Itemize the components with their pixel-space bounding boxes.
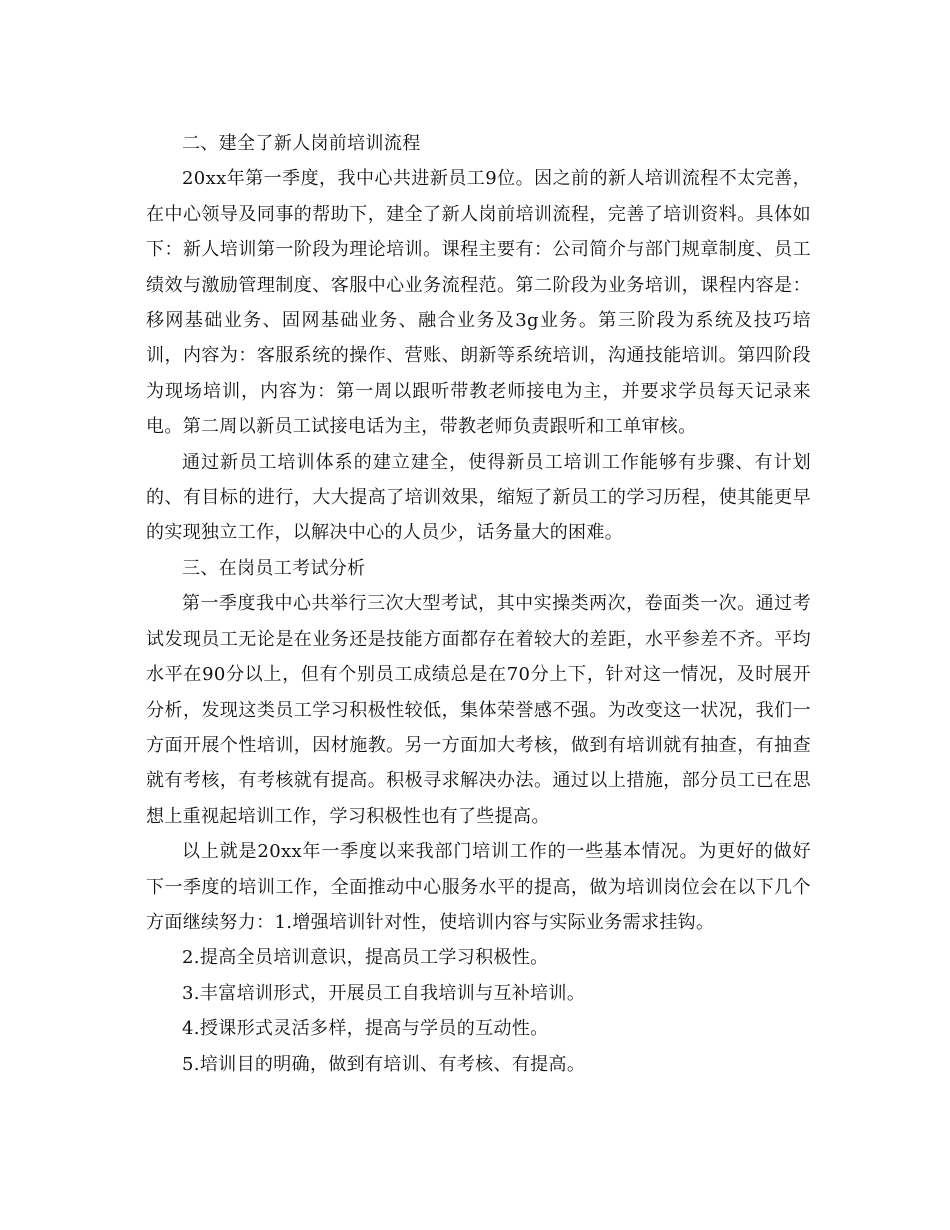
document-body <box>146 126 811 1082</box>
paragraph-summary-next-steps: 以上就是20xx年一季度以来我部门培训工作的一些基本情况。为更好的做好下一季度的培训工作，全面推动中心服务水平的提高，做为培训岗位会在以下几个方面继续努力：1.增强培训针对性，使培训内容与实际业务需求挂钩。 <box>146 841 811 933</box>
list-item-4: 4.授课形式灵活多样，提高与学员的互动性。 <box>182 1018 549 1040</box>
section-heading-exam-analysis: 三、在岗员工考试分析 <box>182 557 366 579</box>
paragraph-new-hire-process: 20xx年第一季度，我中心共进新员工9位。因之前的新人培训流程不太完善，在中心领导及同事的帮助下，建全了新人岗前培训流程，完善了培训资料。具体如下：新人培训第一阶段为理论培训。课程主要有：公司简介与部门规章制度、员工绩效与激励管理制度、客服中心业务流程范。第二阶段为业务培训，课程内容是：移网基础业务、固网基础业务、融合业务及3g业务。第三阶段为系统及技巧培训，内容为：客服系统的操作、营账、朗新等系统培训，沟通技能培训。第四阶段为现场培训，内容为：第一周以跟听带教老师接电为主，并要求学员每天记录来电。第二周以新员工试接电话为主，带教老师负责跟听和工单审核。 <box>146 168 811 438</box>
list-item-2: 2.提高全员培训意识，提高员工学习积极性。 <box>182 947 549 969</box>
paragraph-training-system-results: 通过新员工培训体系的建立建全，使得新员工培训工作能够有步骤、有计划的、有目标的进行，大大提高了培训效果，缩短了新员工的学习历程，使其能更早的实现独立工作，以解决中心的人员少，话务量大的困难。 <box>146 451 811 544</box>
paragraph-exam-analysis: 第一季度我中心共举行三次大型考试，其中实操类两次，卷面类一次。通过考试发现员工无论是在业务还是技能方面都存在着较大的差距，水平参差不齐。平均水平在90分以上，但有个别员工成绩总是在70分上下，针对这一情况，及时展开分析，发现这类员工学习积极性较低，集体荣誉感不强。为改变这一状况，我们一方面开展个性培训，因材施教。另一方面加大考核，做到有培训就有抽查，有抽查就有考核，有考核就有提高。积极寻求解决办法。通过以上措施，部分员工已在思想上重视起培训工作，学习积极性也有了些提高。 <box>146 593 811 827</box>
list-item-3: 3.丰富培训形式，开展员工自我培训与互补培训。 <box>182 982 586 1004</box>
section-heading-new-hire-training: 二、建全了新人岗前培训流程 <box>182 133 421 154</box>
list-item-5: 5.培训目的明确，做到有培训、有考核、有提高。 <box>182 1053 586 1075</box>
